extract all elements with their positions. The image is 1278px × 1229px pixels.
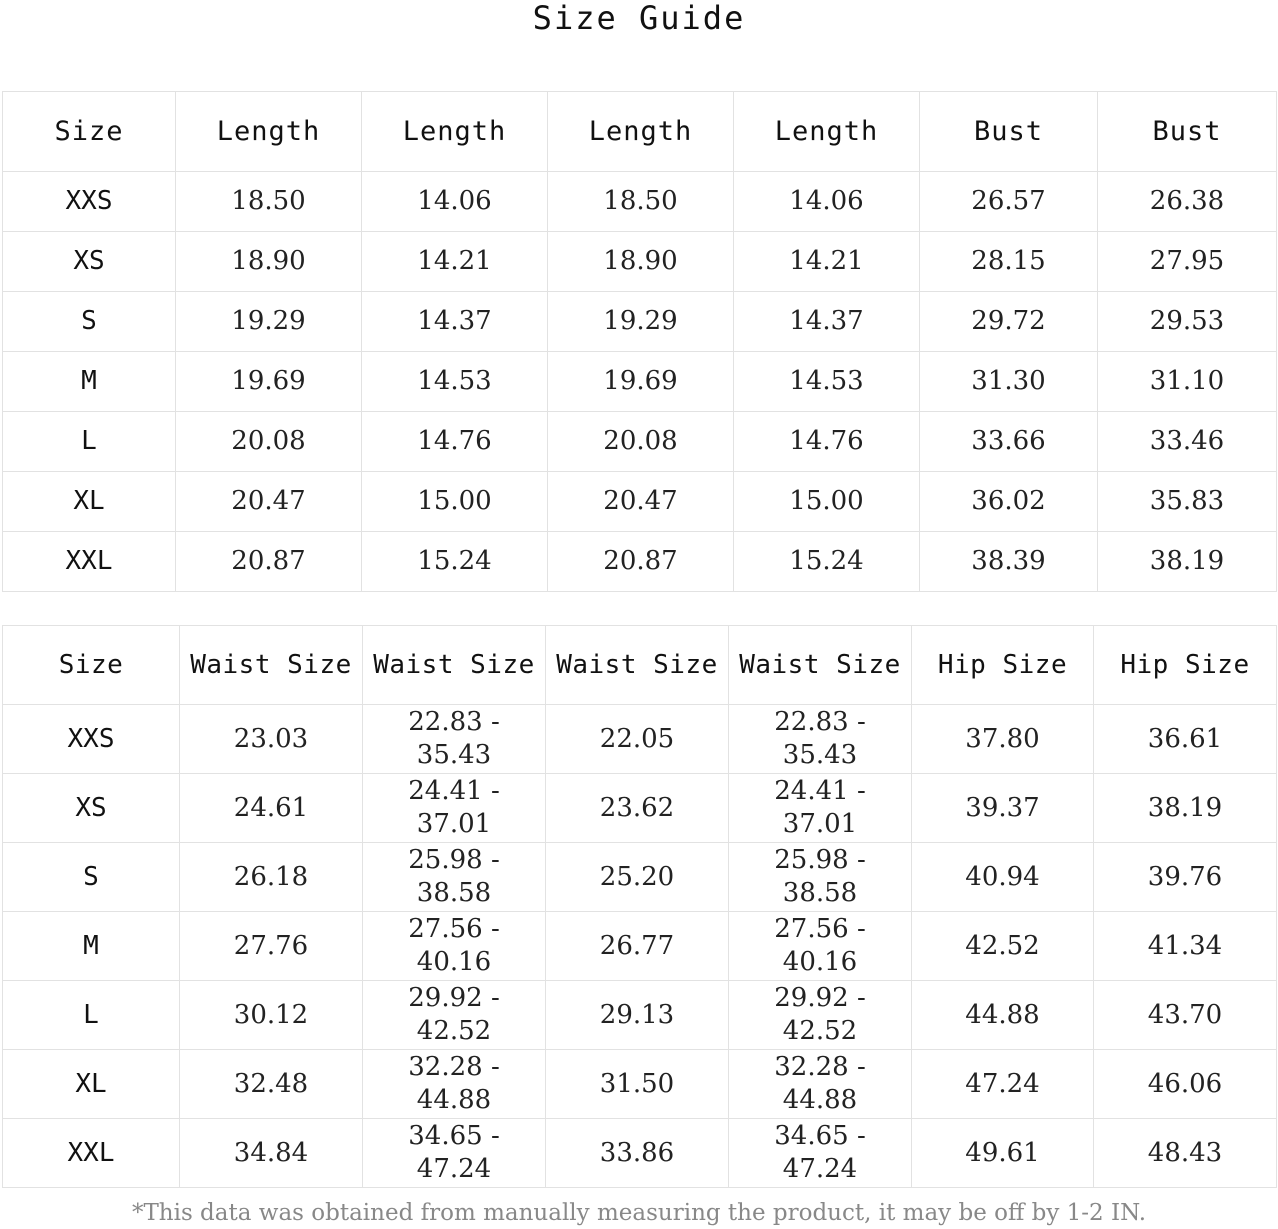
table-cell: 43.70 (1094, 981, 1277, 1050)
range-start: 32.28 - (774, 1052, 866, 1082)
table-cell: 22.05 (546, 705, 729, 774)
range-start: 32.28 - (408, 1052, 500, 1082)
range-cell (363, 981, 546, 1050)
table-cell: 36.61 (1094, 705, 1277, 774)
range-end: 42.52 (416, 1016, 492, 1046)
table-cell: 15.00 (362, 472, 548, 532)
table-cell: 30.12 (180, 981, 363, 1050)
table-cell: 25.20 (546, 843, 729, 912)
table-row (3, 705, 1277, 774)
column-header: Bust (920, 92, 1098, 172)
table-row (3, 172, 1277, 232)
table-cell: 14.76 (362, 412, 548, 472)
range-start: 25.98 - (774, 845, 866, 875)
range-cell (729, 1119, 912, 1188)
table-cell: 18.50 (176, 172, 362, 232)
range-end: 38.58 (782, 878, 858, 908)
table-cell: 19.69 (548, 352, 734, 412)
table-row (3, 912, 1277, 981)
range-end: 40.16 (782, 947, 858, 977)
table-cell: 42.52 (912, 912, 1094, 981)
size-cell: S (3, 843, 180, 912)
table-cell: 23.62 (546, 774, 729, 843)
column-header: Waist Size (363, 626, 546, 705)
column-header: Hip Size (912, 626, 1094, 705)
column-header: Size (3, 92, 176, 172)
range-end: 47.24 (416, 1154, 492, 1184)
table-cell: 33.86 (546, 1119, 729, 1188)
range-end: 47.24 (782, 1154, 858, 1184)
table-row (3, 1119, 1277, 1188)
table-row (3, 843, 1277, 912)
range-end: 38.58 (416, 878, 492, 908)
table-cell: 14.21 (734, 232, 920, 292)
table-cell: 14.06 (362, 172, 548, 232)
range-cell (363, 912, 546, 981)
table-cell: 19.69 (176, 352, 362, 412)
range-start: 22.83 - (408, 707, 500, 737)
table-cell: 31.50 (546, 1050, 729, 1119)
table-cell: 26.77 (546, 912, 729, 981)
table-cell: 29.72 (920, 292, 1098, 352)
table-cell: 34.84 (180, 1119, 363, 1188)
size-cell: XL (3, 1050, 180, 1119)
range-cell (729, 1050, 912, 1119)
table-cell: 41.34 (1094, 912, 1277, 981)
table-cell: 28.15 (920, 232, 1098, 292)
table-cell: 20.47 (176, 472, 362, 532)
footnote: *This data was obtained from manually measuring the product, it may be off by 1-2 IN. (131, 1200, 1147, 1226)
table-cell: 37.80 (912, 705, 1094, 774)
table-cell: 26.57 (920, 172, 1098, 232)
range-start: 27.56 - (774, 914, 866, 944)
column-header: Length (734, 92, 920, 172)
range-cell (363, 705, 546, 774)
range-end: 35.43 (416, 740, 492, 770)
table-row (3, 352, 1277, 412)
range-start: 24.41 - (408, 776, 500, 806)
table-cell: 14.53 (734, 352, 920, 412)
table-cell: 32.48 (180, 1050, 363, 1119)
range-start: 34.65 - (774, 1121, 866, 1151)
range-cell (729, 981, 912, 1050)
table-cell: 47.24 (912, 1050, 1094, 1119)
size-cell: XS (3, 232, 176, 292)
table-header-row (3, 92, 1277, 172)
range-end: 37.01 (782, 809, 858, 839)
column-header: Waist Size (729, 626, 912, 705)
table-cell: 31.30 (920, 352, 1098, 412)
table-cell: 14.21 (362, 232, 548, 292)
range-end: 42.52 (782, 1016, 858, 1046)
size-cell: XS (3, 774, 180, 843)
table-cell: 29.13 (546, 981, 729, 1050)
table-cell: 20.87 (176, 532, 362, 592)
size-cell: XXS (3, 172, 176, 232)
range-start: 22.83 - (774, 707, 866, 737)
column-header: Size (3, 626, 180, 705)
column-header: Bust (1098, 92, 1277, 172)
table-cell: 39.76 (1094, 843, 1277, 912)
table-cell: 14.06 (734, 172, 920, 232)
table-cell: 20.87 (548, 532, 734, 592)
table-cell: 49.61 (912, 1119, 1094, 1188)
range-start: 29.92 - (774, 983, 866, 1013)
table-cell: 38.19 (1098, 532, 1277, 592)
table-cell: 14.76 (734, 412, 920, 472)
table-cell: 33.46 (1098, 412, 1277, 472)
length-bust-table (2, 91, 1277, 592)
table-cell: 29.53 (1098, 292, 1277, 352)
table-cell: 14.37 (362, 292, 548, 352)
table-cell: 18.90 (548, 232, 734, 292)
table-row (3, 232, 1277, 292)
range-cell (729, 912, 912, 981)
table-cell: 24.61 (180, 774, 363, 843)
range-end: 44.88 (782, 1085, 858, 1115)
table-cell: 33.66 (920, 412, 1098, 472)
table-cell: 44.88 (912, 981, 1094, 1050)
table-cell: 19.29 (176, 292, 362, 352)
size-cell: XXL (3, 532, 176, 592)
table-cell: 14.37 (734, 292, 920, 352)
range-start: 34.65 - (408, 1121, 500, 1151)
table-row (3, 981, 1277, 1050)
table-row (3, 1050, 1277, 1119)
table-cell: 26.18 (180, 843, 363, 912)
range-cell (363, 774, 546, 843)
range-start: 29.92 - (408, 983, 500, 1013)
size-cell: M (3, 912, 180, 981)
table-cell: 19.29 (548, 292, 734, 352)
range-cell (363, 1119, 546, 1188)
table-cell: 23.03 (180, 705, 363, 774)
table-cell: 14.53 (362, 352, 548, 412)
range-cell (729, 705, 912, 774)
table-header-row (3, 626, 1277, 705)
size-cell: L (3, 412, 176, 472)
table-cell: 38.39 (920, 532, 1098, 592)
size-cell: S (3, 292, 176, 352)
table-cell: 27.76 (180, 912, 363, 981)
table-cell: 18.90 (176, 232, 362, 292)
column-header: Length (176, 92, 362, 172)
range-end: 35.43 (782, 740, 858, 770)
page-title: Size Guide (532, 0, 746, 37)
table-cell: 15.24 (362, 532, 548, 592)
range-start: 27.56 - (408, 914, 500, 944)
range-cell (729, 843, 912, 912)
range-end: 40.16 (416, 947, 492, 977)
column-header: Hip Size (1094, 626, 1277, 705)
range-end: 44.88 (416, 1085, 492, 1115)
range-end: 37.01 (416, 809, 492, 839)
range-cell (363, 843, 546, 912)
table-cell: 35.83 (1098, 472, 1277, 532)
size-cell: XXS (3, 705, 180, 774)
table-row (3, 774, 1277, 843)
range-cell (363, 1050, 546, 1119)
table-cell: 39.37 (912, 774, 1094, 843)
table-row (3, 532, 1277, 592)
table-cell: 46.06 (1094, 1050, 1277, 1119)
table-cell: 18.50 (548, 172, 734, 232)
table-cell: 48.43 (1094, 1119, 1277, 1188)
table-cell: 27.95 (1098, 232, 1277, 292)
size-cell: XL (3, 472, 176, 532)
column-header: Waist Size (180, 626, 363, 705)
size-cell: M (3, 352, 176, 412)
table-cell: 15.24 (734, 532, 920, 592)
table-cell: 15.00 (734, 472, 920, 532)
size-cell: L (3, 981, 180, 1050)
range-cell (729, 774, 912, 843)
table-cell: 26.38 (1098, 172, 1277, 232)
table-cell: 20.08 (548, 412, 734, 472)
table-cell: 31.10 (1098, 352, 1277, 412)
table-row (3, 472, 1277, 532)
waist-hip-table (2, 625, 1277, 1188)
range-start: 25.98 - (408, 845, 500, 875)
table-cell: 20.08 (176, 412, 362, 472)
size-cell: XXL (3, 1119, 180, 1188)
table-cell: 20.47 (548, 472, 734, 532)
table-cell: 36.02 (920, 472, 1098, 532)
column-header: Length (548, 92, 734, 172)
column-header: Length (362, 92, 548, 172)
column-header: Waist Size (546, 626, 729, 705)
table-row (3, 412, 1277, 472)
table-row (3, 292, 1277, 352)
range-start: 24.41 - (774, 776, 866, 806)
table-cell: 40.94 (912, 843, 1094, 912)
table-cell: 38.19 (1094, 774, 1277, 843)
